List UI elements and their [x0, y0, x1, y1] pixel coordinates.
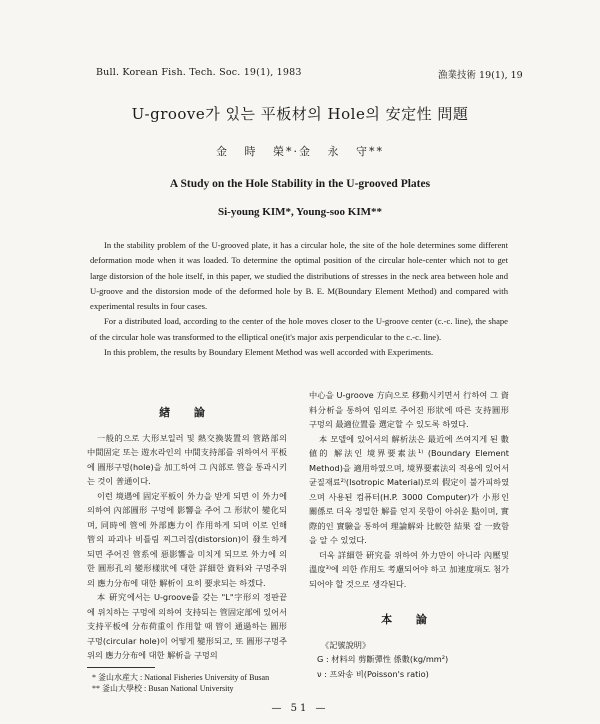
- journal-header: Bull. Korean Fish. Tech. Soc. 19(1), 1983: [96, 67, 302, 78]
- body-paragraph: 一般的으로 大形보일러 및 熱交換裝置의 管路部의 中間固定 또는 遊水라인의 中間支持部를 위하여서 平板에 圓形구멍(hole)을 加工하여 그 內部로 管을 통과시키는 것이 普通이다.: [87, 432, 287, 486]
- footnote-rule: [87, 667, 155, 668]
- footnote: ** 釜山大學校 : Busan National University: [92, 684, 234, 693]
- body-paragraph: 本 硏究에서는 U-groove를 갖는 "L"字形의 정판끝에 위치하는 구멍에 의하여 支持되는 管固定部에 있어서 支持平板에 分布荷重이 作用할 때 管이 通過하는 圓形구멍(circular hole)이 어떻게 變形되고, 또 圓形구멍주위의 應力分布에 대한 解析을 구멍의: [87, 592, 287, 660]
- symbol-definition: G : 材料의 剪斷彈性 係數(kg/mm²): [317, 654, 449, 664]
- abstract-paragraph: For a distributed load, according to the center of the hole moves closer to the U-groove center (c.-c. line), the shape of the circular hole was transformed to the elliptical one(it's major axis perpendicular to the c.-c. line).: [90, 316, 508, 342]
- left-column: [87, 388, 287, 663]
- korean-title: U-groove가 있는 平板材의 Hole의 安定性 問題: [131, 105, 469, 123]
- section-heading-main: 本 論: [381, 613, 437, 626]
- symbol-definition: ν : 프와송 비(Poisson's ratio): [317, 668, 429, 679]
- footnotes: [92, 672, 269, 694]
- abstract-paragraph: In this problem, the results by Boundary Element Method was well accorded with Experiments.: [104, 347, 434, 358]
- abstract-paragraph: In the stability problem of the U-grooved plate, it has a circular hole, the site of the hole determines some different deformation mode when it was loaded. To determine the optimal position of the circular hole-center which not to get large distorsion of the hole itself, in this paper, we studied the distributions of stresses in the neck area between hole and U-groove and the distorsion mode of the deformed hole by B. E. M(Boundary Element Method) and compared with experimental results in four cases.: [90, 240, 508, 312]
- journal-header-korean: 漁業技術 19(1), 19: [438, 70, 523, 81]
- page-number: — 51 —: [271, 703, 329, 714]
- body-paragraph: 中心을 U-groove 方向으로 移動시키면서 行하여 그 資料分析을 통하여 임의로 주어진 形狀에 따른 支持圓形구멍의 最適位置를 選定할 수 있도록 하였다.: [309, 390, 509, 429]
- symbols-heading: 《記號說明》: [321, 639, 371, 650]
- korean-authors: 金 時 榮*·金 永 守**: [216, 145, 384, 158]
- english-title: A Study on the Hole Stability in the U-grooved Plates: [169, 178, 431, 190]
- english-authors: Si-young KIM*, Young-soo KIM**: [217, 206, 382, 218]
- body-paragraph: 이런 境遇에 固定平板이 外力을 받게 되면 이 外力에 의하여 內部圓形 구멍에 影響을 주어 그 形狀이 變化되며, 同時에 管에 外部應力이 作用하게 되며 이로 인해 管의 파괴나 비틀림 찌그러짐(distorsion)이 發生하게 되면 주어진 管系에 惡影響을 미치게 되므로 外力에 의한 圓形孔의 變形樣狀에 대한 詳細한 資料와 구멍주위의 應力分布에 대한 解析이 요히 要求되는 하겠다.: [87, 490, 287, 588]
- abstract: [90, 238, 508, 360]
- body-paragraph: 本 모델에 있어서의 解析法은 最近에 쓰여지게 된 數値的 解法인 境界要素法¹⁾ (Boundary Element Method)을 適用하였으며, 境界要素法의 적용에 있어서 균질재료²⁾(Isotropic Material)로의 假定이 불가피하였으며 사용된 컴퓨터(H.P. 3000 Computer)가 小形인 關係로 더욱 정밀한 解를 얻지 못함이 아쉬운 點이며, 實際的인 實驗을 통하여 理論解와 比較한 結果 잘 一致함을 알 수 있었다.: [309, 433, 509, 545]
- footnote: * 釜山水産大 : National Fisheries University of Busan: [92, 673, 270, 682]
- right-column: [309, 388, 509, 681]
- section-heading-introduction: 緖 論: [159, 406, 215, 419]
- body-paragraph: 더욱 詳細한 硏究를 위하여 外力만이 아니라 內壓및 溫度³⁾에 의한 作用도 考慮되어야 하고 加速度項도 첨가되어야 할 것으로 생각된다.: [309, 549, 509, 589]
